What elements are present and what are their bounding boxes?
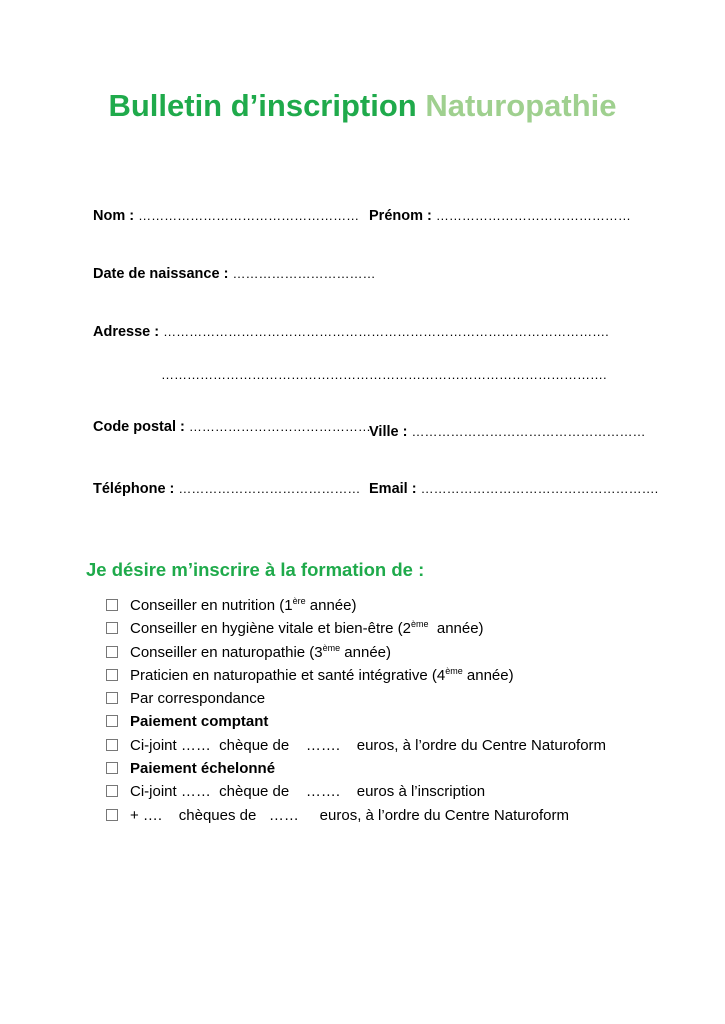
- option-ordinal: ème: [445, 665, 463, 676]
- ville-label: Ville :: [369, 424, 408, 440]
- option-item[interactable]: [106, 804, 606, 827]
- option-text: Par correspondance: [130, 690, 266, 708]
- adresse-label: Adresse :: [93, 324, 160, 340]
- nom-field[interactable]: [93, 208, 359, 224]
- option-text: Ci-joint …… chèque de ……. euros, à l’ordre du Centre Naturoform: [130, 736, 607, 754]
- option-ordinal: ère: [292, 596, 306, 606]
- checkbox-icon[interactable]: [106, 785, 118, 797]
- option-item[interactable]: [106, 664, 606, 687]
- option-label: [130, 644, 391, 661]
- prenom-dots[interactable]: ………………………………………: [435, 208, 631, 223]
- option-label: [130, 667, 514, 684]
- checkbox-icon[interactable]: [106, 762, 118, 774]
- naissance-label: Date de naissance :: [93, 266, 229, 282]
- email-field[interactable]: [369, 481, 658, 497]
- option-item[interactable]: [106, 641, 606, 664]
- prenom-label: Prénom :: [369, 208, 432, 224]
- option-text: Praticien en naturopathie et santé intégrative (4: [130, 666, 446, 684]
- nom-dots[interactable]: ……………………………………………: [138, 208, 360, 223]
- adresse-field[interactable]: [93, 324, 609, 340]
- telephone-dots[interactable]: ……………………………………: [178, 481, 361, 496]
- naissance-dots[interactable]: ……………………………: [232, 266, 376, 281]
- title-part1: Bulletin d’inscription: [108, 88, 417, 123]
- options-list: [106, 594, 606, 827]
- section-title: Je désire m’inscrire à la formation de :: [86, 559, 425, 580]
- option-label: [130, 713, 268, 730]
- option-ordinal: ème: [322, 642, 341, 653]
- option-text-end: année): [462, 666, 514, 684]
- option-ordinal: ème: [411, 619, 429, 630]
- option-item[interactable]: [106, 734, 606, 757]
- option-text: Conseiller en naturopathie (3: [130, 643, 323, 661]
- option-text: + …. chèques de …… euros, à l’ordre du Centre Naturoform: [130, 806, 569, 824]
- checkbox-icon[interactable]: [106, 715, 118, 727]
- checkbox-icon[interactable]: [106, 692, 118, 704]
- checkbox-icon[interactable]: [106, 599, 118, 611]
- option-text-end: année): [428, 620, 484, 638]
- ville-dots[interactable]: ………………………………………………: [411, 424, 646, 439]
- naissance-field[interactable]: [93, 266, 375, 282]
- checkbox-icon[interactable]: [106, 669, 118, 681]
- option-text: Conseiller en hygiène vitale et bien-être (2: [130, 620, 411, 638]
- option-item[interactable]: [106, 780, 606, 803]
- email-label: Email :: [369, 481, 417, 497]
- option-item[interactable]: [106, 710, 606, 733]
- option-item[interactable]: [106, 687, 606, 710]
- option-label: [130, 807, 569, 824]
- codepostal-field[interactable]: [93, 419, 371, 435]
- option-label: [130, 760, 275, 777]
- option-label: [130, 737, 606, 754]
- option-item[interactable]: [106, 617, 606, 640]
- option-item[interactable]: [106, 594, 606, 617]
- nom-label: Nom :: [93, 208, 135, 224]
- option-label: [130, 783, 485, 800]
- adresse-line2[interactable]: [161, 367, 607, 383]
- prenom-field[interactable]: [369, 208, 631, 224]
- codepostal-label: Code postal :: [93, 419, 185, 435]
- checkbox-icon[interactable]: [106, 739, 118, 751]
- adresse2-dots[interactable]: ………………………………………………………………………………………….: [161, 367, 607, 382]
- email-dots[interactable]: ……………………………………………….: [420, 481, 659, 496]
- option-text: Ci-joint …… chèque de ……. euros à l’inscription: [130, 783, 486, 801]
- option-text: Paiement comptant: [130, 713, 269, 731]
- telephone-label: Téléphone :: [93, 481, 175, 497]
- checkbox-icon[interactable]: [106, 622, 118, 634]
- option-text-end: année): [340, 643, 392, 661]
- telephone-field[interactable]: [93, 481, 360, 497]
- option-text: Conseiller en nutrition (1: [130, 597, 293, 614]
- option-label: [130, 597, 356, 614]
- ville-field[interactable]: [369, 424, 645, 440]
- option-text-end: année): [305, 597, 357, 614]
- title-part2: Naturopathie: [425, 88, 617, 123]
- checkbox-icon[interactable]: [106, 809, 118, 821]
- page-title: [0, 88, 725, 124]
- option-label: [130, 690, 265, 707]
- option-label: [130, 620, 484, 637]
- codepostal-dots[interactable]: ……………………………………: [188, 419, 371, 434]
- option-item[interactable]: [106, 757, 606, 780]
- checkbox-icon[interactable]: [106, 646, 118, 658]
- adresse-dots[interactable]: ………………………………………………………………………………………….: [163, 324, 609, 339]
- option-text: Paiement échelonné: [130, 760, 276, 778]
